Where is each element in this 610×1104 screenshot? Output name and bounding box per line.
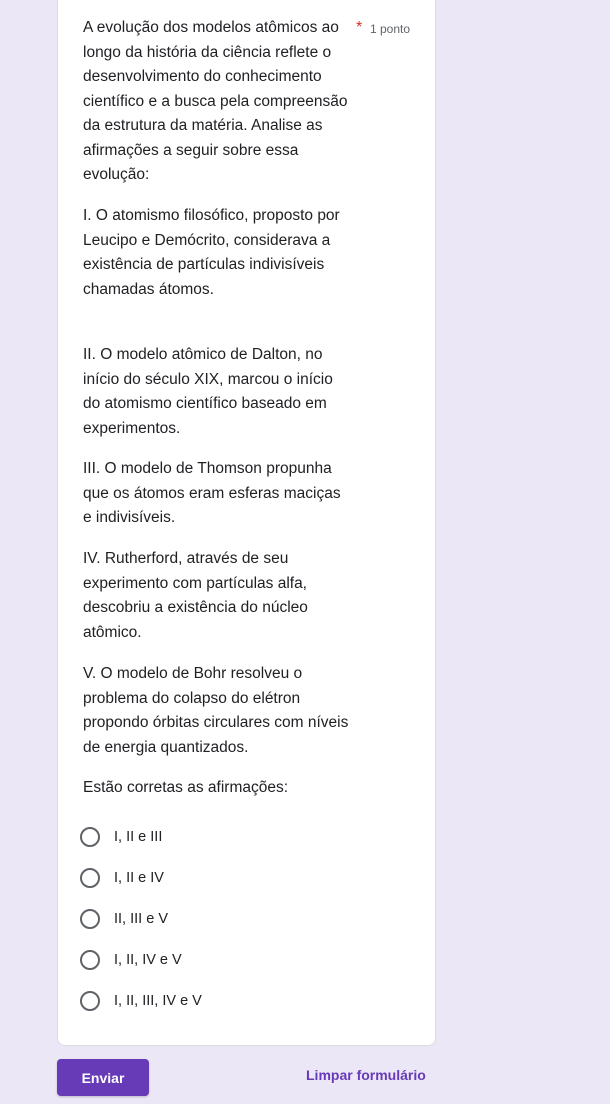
statement-5: V. O modelo de Bohr resolveu o problema do colapso do elétron propondo órbitas circulares com níveis de energia quantizados. — [83, 665, 349, 756]
radio-unchecked-icon[interactable] — [80, 991, 100, 1011]
submit-button[interactable]: Enviar — [57, 1059, 149, 1096]
option-label: II, III e V — [114, 911, 168, 927]
question-prompt: Estão corretas as afirmações: — [83, 779, 289, 796]
statement-3: III. O modelo de Thomson propunha que os átomos eram esferas maciças e indivisíveis. — [83, 460, 341, 526]
radio-unchecked-icon[interactable] — [80, 868, 100, 888]
required-asterisk: * — [356, 19, 363, 36]
option-5[interactable] — [80, 986, 202, 1016]
statement-1: I. O atomismo filosófico, proposto por Leucipo e Demócrito, considerava a existência de partículas indivisíveis chamadas átomos. — [83, 207, 340, 298]
option-3[interactable] — [80, 904, 168, 934]
radio-unchecked-icon[interactable] — [80, 950, 100, 970]
radio-unchecked-icon[interactable] — [80, 909, 100, 929]
option-label: I, II, III, IV e V — [114, 993, 202, 1009]
statement-4: IV. Rutherford, através de seu experimento com partículas alfa, descobriu a existência do núcleo atômico. — [83, 550, 308, 641]
points-label: 1 ponto — [370, 22, 411, 36]
question-title: A evolução dos modelos atômicos ao longo da história da ciência reflete o desenvolvimento do conhecimento científico e a busca pela compreensão da estrutura da matéria. Analise as afirmações a seguir sobre essa evolução: — [83, 19, 348, 183]
option-1[interactable] — [80, 822, 162, 852]
statement-2: II. O modelo atômico de Dalton, no início do século XIX, marcou o início do atomismo científico baseado em experimentos. — [83, 346, 333, 437]
clear-form-link[interactable]: Limpar formulário — [306, 1067, 426, 1083]
option-4[interactable] — [80, 945, 182, 975]
option-label: I, II e III — [114, 829, 163, 845]
option-label: I, II e IV — [114, 870, 164, 886]
radio-unchecked-icon[interactable] — [80, 827, 100, 847]
option-2[interactable] — [80, 863, 164, 893]
option-label: I, II, IV e V — [114, 952, 182, 968]
